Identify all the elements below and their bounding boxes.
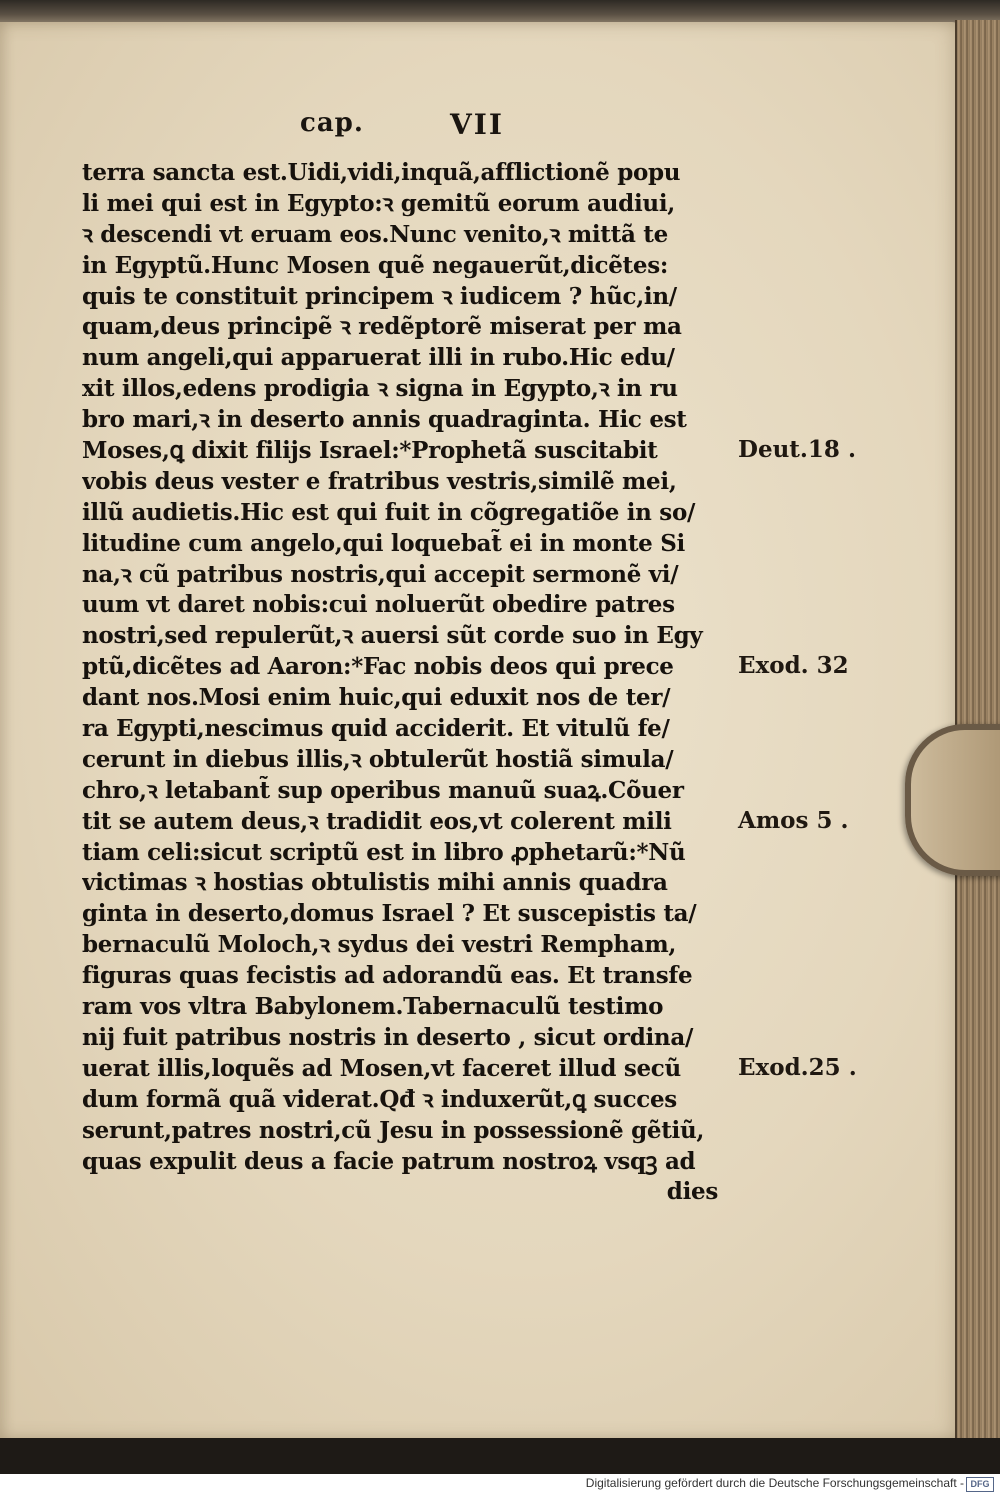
text-line: li mei qui est in Egypto:ꝛ gemitũ eorum audiui, (82, 189, 675, 217)
book-bottom-edge (0, 1438, 1000, 1474)
text-line: uerat illis,loquẽs ad Mosen,vt faceret illud secũ (82, 1054, 681, 1082)
catchword: dies (666, 1178, 718, 1206)
text-line: bernaculũ Moloch,ꝛ sydus dei vestri Rempham, (82, 931, 677, 959)
text-line: ginta in deserto,domus Israel ? Et suscepistis ta/ (82, 900, 697, 928)
text-line: cerunt in diebus illis,ꝛ obtulerũt hostiã simula/ (82, 745, 674, 773)
header-chapter-label: cap. (300, 108, 364, 138)
margin-reference: Amos 5 . (738, 806, 849, 834)
margin-reference: Exod. 32 (738, 652, 849, 680)
margin-reference: Deut.18 . (738, 436, 856, 464)
text-line: nostri,sed repulerũt,ꝛ auersi sũt corde suo in Egy (82, 622, 703, 650)
text-line: tiam celi:sicut scriptũ est in libro ꝓphetarũ:*Nũ (82, 838, 686, 866)
text-line: na,ꝛ cũ patribus nostris,qui accepit sermonẽ vi/ (82, 560, 679, 588)
text-line: victimas ꝛ hostias obtulistis mihi annis quadra (82, 869, 668, 897)
header-chapter-number: VII (450, 108, 504, 141)
text-line: vobis deus vester e fratribus vestris,similẽ mei, (82, 467, 677, 495)
text-line: quis te constituit principem ꝛ iudicem ? hũc,in/ (82, 282, 677, 310)
text-line: nij fuit patribus nostris in deserto , sicut ordina/ (82, 1023, 694, 1051)
text-line: quam,deus principẽ ꝛ redẽptorẽ miserat per ma (82, 313, 682, 341)
text-line: ptũ,dicẽtes ad Aaron:*Fac nobis deos qui prece (82, 653, 674, 681)
text-line: ra Egypti,nescimus quid acciderit. Et vitulũ fe/ (82, 715, 670, 743)
margin-reference: Exod.25 . (738, 1054, 857, 1082)
main-text-block (82, 158, 722, 1208)
text-line: ꝛ descendi vt eruam eos.Nunc venito,ꝛ mittã te (82, 220, 668, 248)
text-line: serunt,patres nostri,cũ Jesu in possessionẽ gẽtiũ, (82, 1116, 705, 1144)
text-line: dum formã quã viderat.Qđ ꝛ induxerũt,ꝗ succes (82, 1085, 677, 1113)
text-line: litudine cum angelo,qui loquebat̃ ei in monte Si (82, 529, 685, 557)
text-line: chro,ꝛ letabant̃ sup operibus manuũ suaꝝ.Cõuer (82, 776, 684, 804)
text-line: in Egyptũ.Hunc Mosen quẽ negauerũt,dicẽtes: (82, 251, 669, 279)
text-line: num angeli,qui apparuerat illi in rubo.Hic edu/ (82, 344, 675, 372)
text-line: illũ audietis.Hic est qui fuit in cõgregatiõe in so/ (82, 498, 696, 526)
digitization-footer (0, 1474, 1000, 1493)
footer-credit: Digitalisierung gefördert durch die Deutsche Forschungsgemeinschaft - (585, 1476, 964, 1490)
text-line: tit se autem deus,ꝛ tradidit eos,vt colerent mili (82, 807, 672, 835)
text-line: quas expulit deus a facie patrum nostroꝝ vsqꝫ ad (82, 1147, 696, 1175)
text-line: terra sancta est.Uidi,vidi,inquã,afflictionẽ popu (82, 159, 681, 186)
text-line: figuras quas fecistis ad adorandũ eas. Et transfe (82, 962, 693, 990)
book-clasp (905, 724, 1000, 876)
text-line: ram vos vltra Babylonem.Tabernaculũ testimo (82, 993, 664, 1021)
running-header (300, 108, 520, 144)
text-line: uum vt daret nobis:cui noluerũt obedire patres (82, 591, 675, 619)
text-line: bro mari,ꝛ in deserto annis quadraginta. Hic est (82, 406, 687, 434)
text-line: xit illos,edens prodigia ꝛ signa in Egypto,ꝛ in ru (82, 375, 678, 403)
text-line: Moses,ꝗ dixit filijs Israel:*Prophetã suscitabit (82, 437, 658, 465)
text-line: dant nos.Mosi enim huic,qui eduxit nos de ter/ (82, 684, 671, 712)
book-top-edge (0, 0, 1000, 24)
dfg-logo: DFG (966, 1477, 994, 1492)
